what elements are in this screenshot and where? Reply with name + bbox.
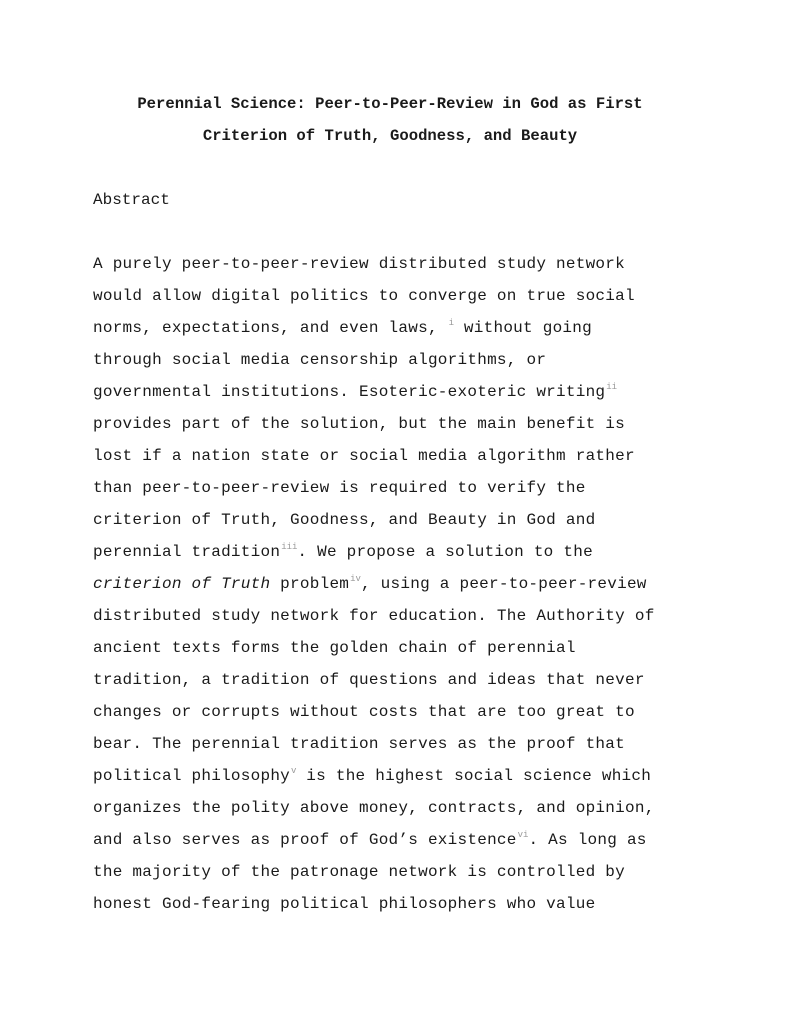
text-line: A purely peer-to-peer-review distributed study network <box>93 255 625 273</box>
title-line-2: Criterion of Truth, Goodness, and Beauty <box>202 127 578 145</box>
text-line <box>93 312 723 344</box>
text-segment: and also serves as proof of God’s existence <box>93 831 517 849</box>
abstract-body <box>93 248 723 920</box>
text-segment: . We propose a solution to the <box>297 543 593 561</box>
paper-title <box>60 88 720 152</box>
text-segment: perennial tradition <box>93 543 281 561</box>
text-segment: political philosophy <box>93 767 291 785</box>
title-line-1: Perennial Science: Peer-to-Peer-Review in God as First <box>137 95 643 113</box>
text-line <box>93 824 723 856</box>
text-line: distributed study network for education. The Authority of <box>93 607 655 625</box>
italic-text-segment: criterion of Truth <box>93 575 271 593</box>
text-segment: without going <box>454 319 592 337</box>
text-segment: norms, expectations, and even laws, <box>93 319 448 337</box>
text-line <box>93 568 723 600</box>
endnote-marker[interactable]: i <box>448 318 455 328</box>
endnote-marker[interactable]: ii <box>606 382 618 392</box>
text-line <box>93 760 723 792</box>
endnote-marker[interactable]: iv <box>350 574 361 584</box>
endnote-marker[interactable]: v <box>291 766 297 776</box>
text-line: would allow digital politics to converge on true social <box>93 287 635 305</box>
text-line: lost if a nation state or social media algorithm rather <box>93 447 635 465</box>
text-line <box>93 536 723 568</box>
text-segment: governmental institutions. Esoteric-exoteric writing <box>93 383 606 401</box>
text-line: than peer-to-peer-review is required to verify the <box>93 479 586 497</box>
abstract-heading: Abstract <box>93 191 170 209</box>
text-line <box>93 376 723 408</box>
text-segment: . As long as <box>528 831 647 849</box>
text-line: tradition, a tradition of questions and ideas that never <box>93 671 645 689</box>
text-line: bear. The perennial tradition serves as the proof that <box>93 735 625 753</box>
endnote-marker[interactable]: iii <box>281 542 298 552</box>
text-line: criterion of Truth, Goodness, and Beauty in God and <box>93 511 596 529</box>
text-line: through social media censorship algorithms, or <box>93 351 547 369</box>
text-line: the majority of the patronage network is controlled by <box>93 863 625 881</box>
endnote-marker[interactable]: vi <box>517 830 529 840</box>
text-segment: problem <box>270 575 350 593</box>
text-segment: , using a peer-to-peer-review <box>360 575 647 593</box>
text-line: changes or corrupts without costs that are too great to <box>93 703 635 721</box>
text-segment: is the highest social science which <box>296 767 652 785</box>
text-line: organizes the polity above money, contracts, and opinion, <box>93 799 655 817</box>
text-line: ancient texts forms the golden chain of perennial <box>93 639 576 657</box>
text-line: provides part of the solution, but the main benefit is <box>93 415 625 433</box>
text-line: honest God-fearing political philosophers who value <box>93 895 596 913</box>
